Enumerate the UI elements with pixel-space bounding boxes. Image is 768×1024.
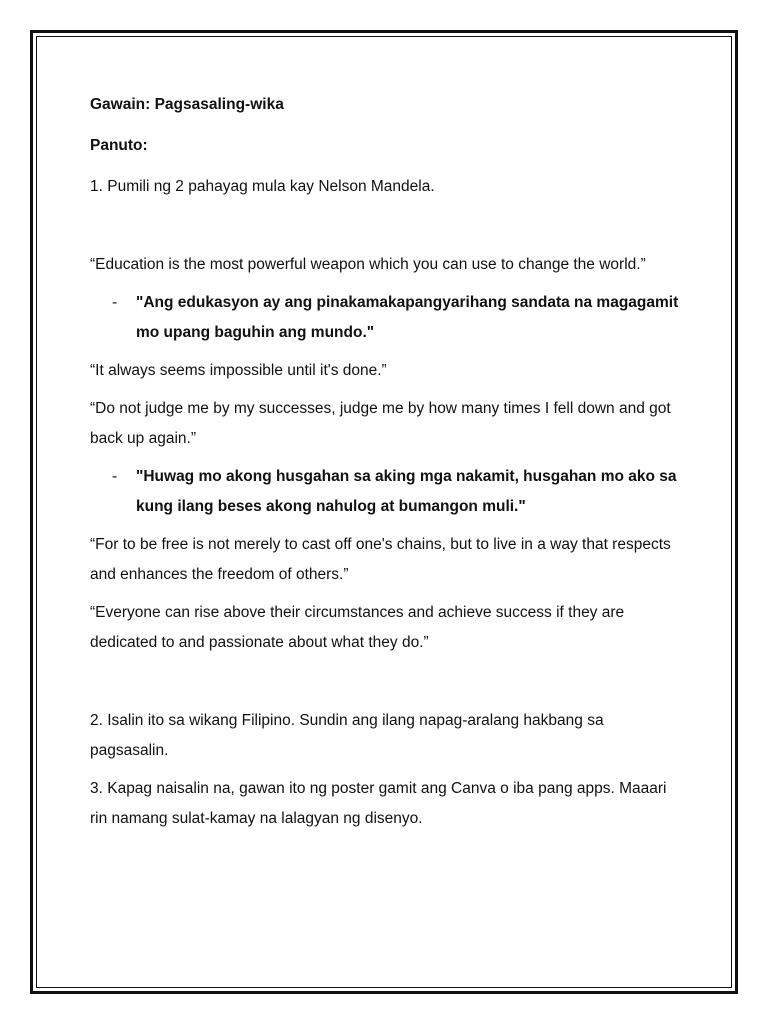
list-dash: - [112,294,118,311]
quote-5: “Everyone can rise above their circumstances and achieve success if they are dedicated to and passionate about what they do.” [90,604,625,651]
instruction-step-3: 3. Kapag naisalin na, gawan ito ng poster gamit ang Canva o iba pang apps. Maaari rin namang sulat-kamay na lalagyan ng disenyo. [90,780,667,827]
document-title: Gawain: Pagsasaling-wika [90,96,284,113]
quote-4: “For to be free is not merely to cast off one's chains, but to live in a way that respects and enhances the freedom of others.” [90,536,671,583]
list-dash: - [112,468,118,485]
quote-2: “It always seems impossible until it's done.” [90,362,387,379]
translation-2 [90,462,680,522]
instruction-step-2: 2. Isalin ito sa wikang Filipino. Sundin ang ilang napag-aralang hakbang sa pagsasalin. [90,712,604,759]
quote-3: “Do not judge me by my successes, judge me by how many times I fell down and got back up again.” [90,400,671,447]
instructions-heading: Panuto: [90,137,148,154]
translation-text: "Ang edukasyon ay ang pinakamakapangyarihang sandata na magagamit mo upang baguhin ang mundo." [136,294,679,341]
instruction-step-1: 1. Pumili ng 2 pahayag mula kay Nelson Mandela. [90,178,435,195]
quote-1: “Education is the most powerful weapon which you can use to change the world.” [90,256,646,273]
translation-text: "Huwag mo akong husgahan sa aking mga nakamit, husgahan mo ako sa kung ilang beses akong nahulog at bumangon muli." [136,468,677,515]
translation-1 [90,288,680,348]
document-body [90,90,680,834]
